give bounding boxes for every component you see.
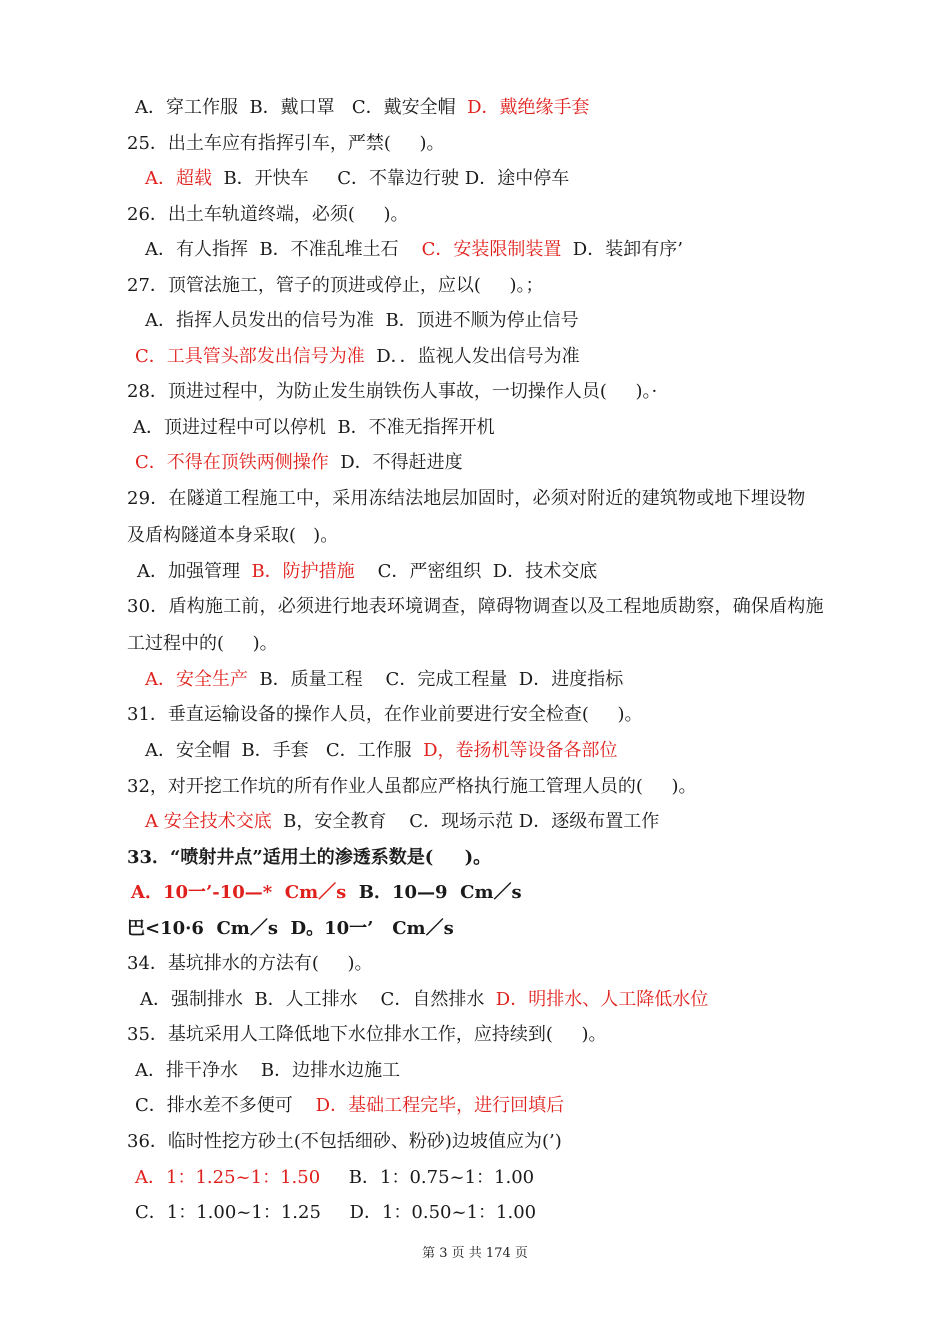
line-07: A．指挥人员发出的信号为准 B．顶进不顺为停止信号: [145, 310, 579, 331]
line-23: A．10一’-10—* Cm／s B．10—9 Cm／s: [131, 882, 522, 903]
line-31: A．1：1.25~1：1.50 B．1：0.75~1：1.00: [135, 1167, 535, 1188]
question-36: 36．临时性挖方砂土(不包括细砂、粉砂)边坡值应为(’): [127, 1131, 562, 1152]
question-30: 30．盾构施工前，必须进行地表环境调查，障碍物调查以及工程地质勘察，确保盾构施: [127, 596, 824, 617]
line-10: A．顶进过程中可以停机 B．不准无指挥开机: [133, 417, 495, 438]
answer-highlight: C．不得在顶铁两侧操作: [135, 452, 329, 473]
answer-highlight: D．明排水、人工降低水位: [495, 989, 709, 1010]
answer-highlight: A．1：1.25~1：1.50: [135, 1167, 321, 1188]
answer-highlight: C．安装限制装置: [421, 239, 562, 260]
question-35: 35．基坑采用人工降低地下水位排水工作，应持续到( )。: [127, 1024, 607, 1045]
answer-highlight: A．超载: [145, 168, 212, 189]
question-27: 27．顶管法施工，管子的顶进或停止，应以( )。；: [127, 275, 544, 296]
line-05: A．有人指挥 B．不准乱堆土石 C．安装限制装置 D．装卸有序’: [145, 239, 683, 260]
question-31: 31．垂直运输设备的操作人员，在作业前要进行安全检查( )。: [127, 704, 643, 725]
line-17: A．安全生产 B．质量工程 C．完成工程量 D．进度指标: [145, 669, 624, 690]
line-01: A．穿工作服 B．戴口罩 C．戴安全帽 D．戴绝缘手套: [135, 97, 590, 118]
line-16: 工过程中的( )。: [127, 633, 278, 654]
line-13: 及盾构隧道本身采取( )。: [127, 525, 339, 546]
answer-highlight: D，卷扬机等设备各部位: [423, 740, 618, 761]
answer-highlight: D．基础工程完毕，进行回填后: [315, 1095, 565, 1116]
question-28: 28．顶进过程中，为防止发生崩铁伤人事故，一切操作人员( )。·: [127, 381, 658, 402]
page-footer: 第 3 页 共 174 页: [422, 1246, 528, 1261]
question-32: 32，对开挖工作坑的所有作业人虽都应严格执行施工管理人员的( )。: [127, 776, 697, 797]
line-26: A．强制排水 B．人工排水 C．自然排水 D．明排水、人工降低水位: [140, 989, 709, 1010]
line-24: 巴<10·6 Cm／s D。10一’ Cm／s: [127, 918, 454, 939]
line-19: A．安全帽 B．手套 C．工作服 D，卷扬机等设备各部位: [145, 740, 618, 761]
line-29: C．排水差不多便可 D．基础工程完毕，进行回填后: [135, 1095, 565, 1116]
answer-highlight: A 安全技术交底: [145, 811, 272, 832]
answer-highlight: A．安全生产: [145, 669, 248, 690]
line-28: A．排干净水 B．边排水边施工: [135, 1060, 401, 1081]
line-32: C．1：1.00~1：1.25 D．1：0.50~1：1.00: [135, 1202, 537, 1223]
line-21: A 安全技术交底 B，安全教育 C．现场示范 D．逐级布置工作: [145, 811, 660, 832]
line-14: A．加强管理 B．防护措施 C．严密组织 D．技术交底: [137, 561, 598, 582]
line-08: C．工具管头部发出信号为准 D．．监视人发出信号为准: [135, 346, 580, 367]
question-25: 25．出土车应有指挥引车，严禁( )。: [127, 133, 445, 154]
line-11: C．不得在顶铁两侧操作 D．不得赶进度: [135, 452, 463, 473]
answer-highlight: D．戴绝缘手套: [467, 97, 590, 118]
question-33: 33．“喷射井点”适用土的渗透系数是( )。: [127, 847, 492, 868]
line-03: A．超载 B．开快车 C．不靠边行驶 D．途中停车: [145, 168, 570, 189]
answer-highlight: C．工具管头部发出信号为准: [135, 346, 365, 367]
question-29: 29．在隧道工程施工中，采用冻结法地层加固时，必须对附近的建筑物或地下埋设物: [127, 488, 806, 509]
answer-highlight: A．10一’-10—* Cm／s: [131, 882, 347, 903]
answer-highlight: B．防护措施: [251, 561, 355, 582]
question-34: 34．基坑排水的方法有( )。: [127, 953, 373, 974]
question-26: 26．出土车轨道终端，必须( )。: [127, 204, 409, 225]
